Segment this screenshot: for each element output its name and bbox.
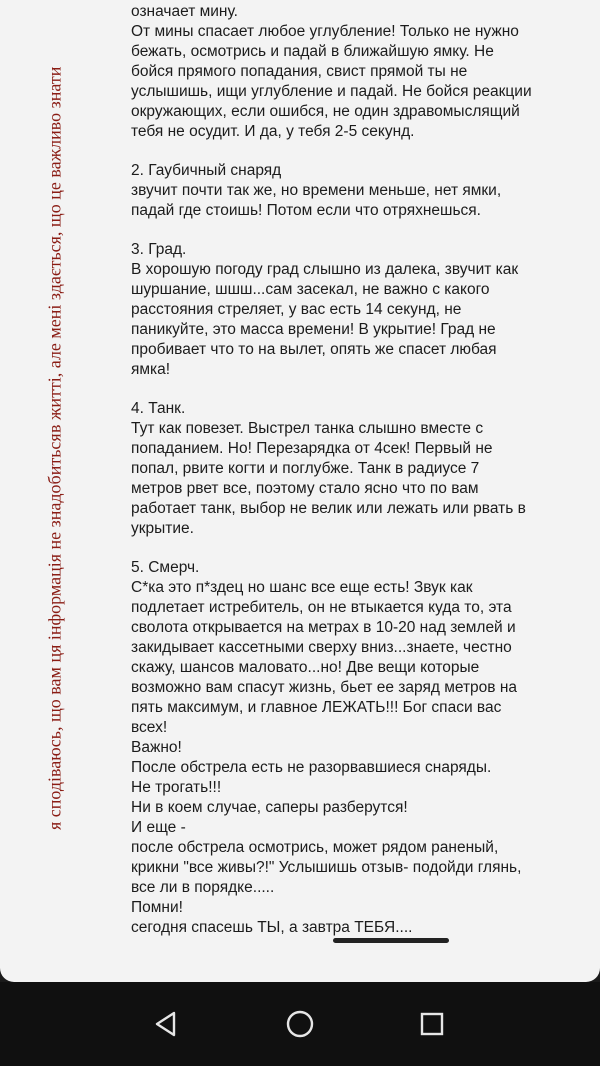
post-line: услышишь, ищи углубление и падай. Не бойся реакции: [131, 83, 532, 100]
circle-home-icon: [284, 1008, 316, 1040]
paragraph-gap: [131, 380, 583, 399]
paragraph-gap: [131, 142, 583, 161]
post-line: 2. Гаубичный снаряд: [131, 162, 282, 179]
post-line: попаданием. Но! Перезарядка от 4сек! Первый не: [131, 440, 493, 457]
side-caption-line-1: я сподіваюсь, що вам ця інформація не знадобиться: [44, 432, 65, 830]
side-caption: [22, 66, 88, 830]
post-line: тебя не осудит. И да, у тебя 2-5 секунд.: [131, 123, 415, 140]
post-line: означает мину.: [131, 3, 238, 20]
post-line: Тут как повезет. Выстрел танка слышно вместе с: [131, 420, 484, 437]
paragraph-gap: [131, 221, 583, 240]
post-line: крикни "все живы?!" Услышишь отзыв- подойди глянь,: [131, 859, 522, 876]
post-line: С*ка это п*здец но шанс все еще есть! Звук как: [131, 579, 473, 596]
post-line: пять максимум, и главное ЛЕЖАТЬ!!! Бог спаси вас: [131, 699, 502, 716]
post-line: после обстрела осмотрись, может рядом раненый,: [131, 839, 499, 856]
post-line: пробивает что то на вылет, опять же спасет любая: [131, 341, 497, 358]
post-line: попал, рвите когти и поглубже. Танк в радиусе 7: [131, 460, 480, 477]
post-line: 4. Танк.: [131, 400, 186, 417]
triangle-back-icon: [151, 1009, 181, 1039]
post-line: падай где стоишь! Потом если что отряхнешься.: [131, 202, 481, 219]
post-line: сволота открывается на метрах в 10-20 над землей и: [131, 619, 516, 636]
post-line: скажу, шансов маловато...но! Две вещи которые: [131, 659, 480, 676]
post-line: подлетает истребитель, он не втыкается куда то, эта: [131, 599, 512, 616]
post-line: возможно вам спасут жизнь, бьет ее заряд метров на: [131, 679, 518, 696]
back-button[interactable]: [140, 998, 192, 1050]
system-nav-bar: [0, 982, 600, 1066]
post-line: сегодня спасешь ТЫ, а завтра ТЕБЯ....: [131, 919, 413, 936]
post-line: Помни!: [131, 899, 183, 916]
post-line: Важно!: [131, 739, 182, 756]
story-scroll-indicator: [333, 938, 449, 943]
post-line: закидывает кассетными сверху вниз...знаете, честно: [131, 639, 512, 656]
post-line: И еще -: [131, 819, 186, 836]
post-line: паникуйте, это масса времени! В укрытие! Град не: [131, 321, 496, 338]
post-line: От мины спасает любое углубление! Только не нужно: [131, 23, 519, 40]
post-line: бойся прямого попадания, свист прямой ты не: [131, 63, 468, 80]
recent-apps-button[interactable]: [406, 998, 458, 1050]
paragraph-gap: [131, 539, 583, 558]
square-recent-icon: [418, 1010, 446, 1038]
post-text: [131, 0, 583, 938]
post-line: ямка!: [131, 361, 171, 378]
post-line: всех!: [131, 719, 168, 736]
post-line: расстояния стреляет, у вас есть 14 секунд, не: [131, 301, 462, 318]
post-line: метров рвет все, поэтому стало ясно что по вам: [131, 480, 479, 497]
side-caption-line-2: в житті, але мені здається, що це важливо знати: [44, 66, 65, 433]
post-line: бежать, осмотрись и падай в ближайшую ямку. Не: [131, 43, 494, 60]
post-line: укрытие.: [131, 520, 194, 537]
post-line: работает танк, выбор не велик или лежать или рвать в: [131, 500, 526, 517]
post-line: звучит почти так же, но времени меньше, нет ямки,: [131, 182, 502, 199]
post-line: 5. Смерч.: [131, 559, 200, 576]
post-line: Не трогать!!!: [131, 779, 222, 796]
post-line: 3. Град.: [131, 241, 187, 258]
post-line: все ли в порядке.....: [131, 879, 275, 896]
post-line: шуршание, шшш...сам засекал, не важно с какого: [131, 281, 490, 298]
post-line: Ни в коем случае, саперы разберутся!: [131, 799, 408, 816]
post-line: окружающих, если ошибся, не один здравомыслящий: [131, 103, 520, 120]
home-button[interactable]: [274, 998, 326, 1050]
post-line: В хорошую погоду град слышно из далека, звучит как: [131, 261, 519, 278]
post-line: После обстрела есть не разорвавшиеся снаряды.: [131, 759, 492, 776]
